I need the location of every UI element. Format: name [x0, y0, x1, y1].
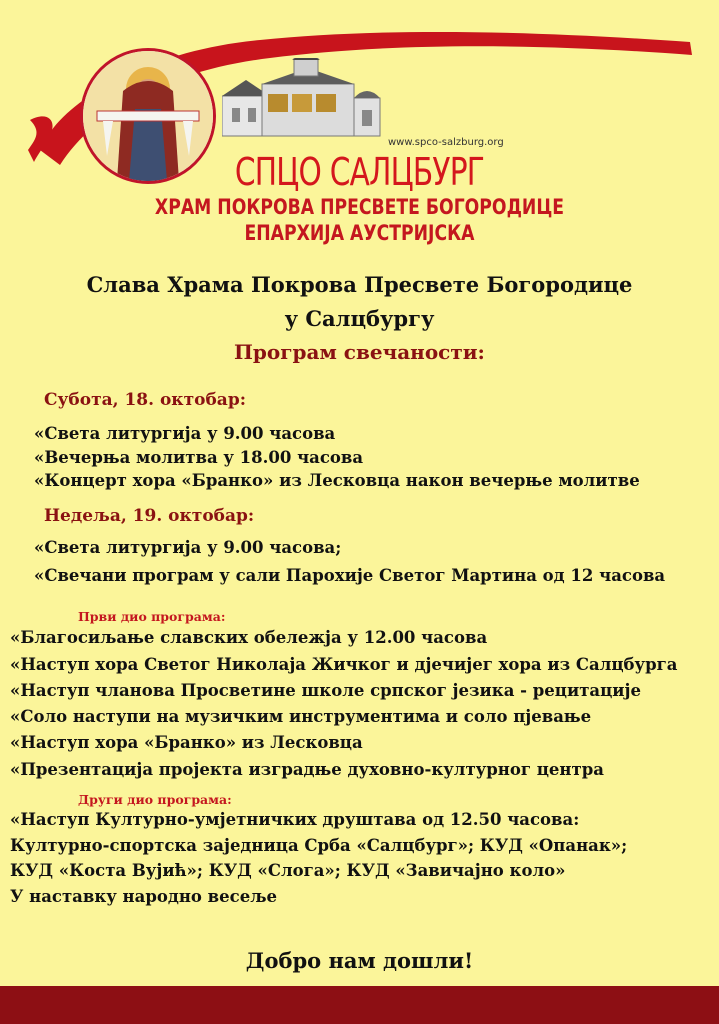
list-item: «Благосиљање славских обележја у 12.00 часова: [10, 628, 488, 647]
list-item: «Наступ Културно-умјетничких друштава од 12.50 часова:: [10, 810, 580, 829]
church-building-image: [222, 58, 382, 140]
website-url: www.spco-salzburg.org: [388, 137, 504, 148]
part-two-label: Други дио програма:: [78, 792, 232, 807]
welcome-message: Добро нам дошли!: [245, 948, 474, 973]
list-item: КУД «Коста Вујић»; КУД «Слога»; КУД «Завичајно коло»: [10, 861, 566, 880]
list-item: «Презентација пројекта изградње духовно-културног центра: [10, 760, 604, 779]
list-item: «Вечерња молитва у 18.00 часова: [34, 448, 364, 467]
bottom-bar-decoration: [0, 986, 719, 1024]
part-one-label: Први дио програма:: [78, 609, 226, 624]
list-item: «Концерт хора «Бранко» из Лесковца након вечерње молитве: [34, 471, 640, 490]
list-item: У наставку народно весеље: [10, 887, 277, 906]
document-title: [0, 268, 719, 336]
program-heading: Програм свечаности:: [234, 340, 485, 364]
church-community-title: СПЦО САЛЦБУРГ: [234, 150, 485, 194]
temple-name-subtitle: ХРАМ ПОКРОВА ПРЕСВЕТЕ БОГОРОДИЦЕ: [154, 195, 565, 219]
title-line-1: Слава Храма Покрова Пресвете Богородице: [86, 272, 633, 297]
header-titles: [0, 150, 719, 246]
sunday-label: Недеља, 19. октобар:: [44, 506, 255, 526]
list-item: «Наступ хора Светог Николаја Жичког и дјечијег хора из Салцбурга: [10, 655, 678, 674]
saturday-label: Субота, 18. октобар:: [44, 390, 246, 410]
list-item: «Наступ хора «Бранко» из Лесковца: [10, 733, 363, 752]
eparchy-subtitle: ЕПАРХИЈА АУСТРИЈСКА: [244, 221, 475, 245]
list-item: «Света литургија у 9.00 часова: [34, 424, 336, 443]
list-item: Културно-спортска заједница Срба «Салцбург»; КУД «Опанак»;: [10, 836, 628, 855]
list-item: «Света литургија у 9.00 часова;: [34, 538, 342, 557]
list-item: «Наступ чланова Просветине школе српског језика - рецитације: [10, 681, 642, 700]
title-line-2: у Салцбургу: [284, 306, 435, 331]
list-item: «Соло наступи на музичким инструментима и соло пјевање: [10, 707, 592, 726]
list-item: «Свечани програм у сали Парохије Светог Мартина од 12 часова: [34, 566, 666, 585]
